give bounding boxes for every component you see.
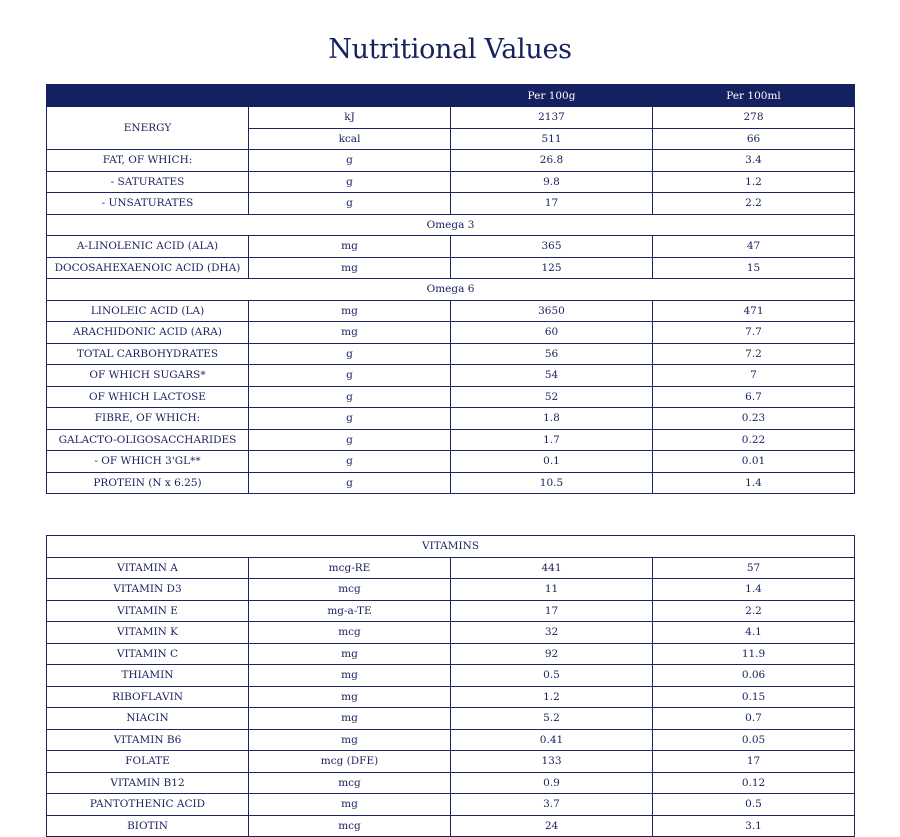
unit-cell: mcg: [249, 579, 451, 601]
value-per-100ml: 1.4: [653, 472, 855, 494]
table-row: [47, 408, 855, 430]
value-per-100g: 0.1: [451, 451, 653, 473]
table-row: [47, 322, 855, 344]
value-per-100ml: 2.2: [653, 193, 855, 215]
unit-cell: kJ: [249, 107, 451, 129]
nutrient-label: BIOTIN: [47, 815, 249, 837]
value-per-100g: 0.41: [451, 729, 653, 751]
unit-cell: mg: [249, 322, 451, 344]
nutrient-label: VITAMIN A: [47, 557, 249, 579]
value-per-100g: 26.8: [451, 150, 653, 172]
table-row: [47, 665, 855, 687]
nutrition-table: [46, 84, 855, 494]
nutrient-label: VITAMIN B6: [47, 729, 249, 751]
value-per-100g: 3.7: [451, 794, 653, 816]
nutrient-label: VITAMIN E: [47, 600, 249, 622]
header-unit: [249, 85, 451, 107]
value-per-100ml: 6.7: [653, 386, 855, 408]
nutrient-label: OF WHICH LACTOSE: [47, 386, 249, 408]
value-per-100g: 24: [451, 815, 653, 837]
omega3-heading: Omega 3: [47, 214, 855, 236]
value-per-100g: 365: [451, 236, 653, 258]
header-nutrient: [47, 85, 249, 107]
table-row: [47, 815, 855, 837]
value-per-100ml: 0.5: [653, 794, 855, 816]
unit-cell: mcg: [249, 772, 451, 794]
table-row: [47, 257, 855, 279]
value-per-100g: 17: [451, 600, 653, 622]
nutrient-label: DOCOSAHEXAENOIC ACID (DHA): [47, 257, 249, 279]
nutrient-label: FAT, OF WHICH:: [47, 150, 249, 172]
page-title: Nutritional Values: [328, 34, 572, 65]
header-per-100ml: Per 100ml: [653, 85, 855, 107]
nutrient-label: ARACHIDONIC ACID (ARA): [47, 322, 249, 344]
value-per-100ml: 0.23: [653, 408, 855, 430]
unit-cell: g: [249, 343, 451, 365]
value-per-100g: 11: [451, 579, 653, 601]
value-per-100ml: 3.4: [653, 150, 855, 172]
value-per-100ml: 0.22: [653, 429, 855, 451]
table-row: [47, 193, 855, 215]
nutrient-label: THIAMIN: [47, 665, 249, 687]
unit-cell: g: [249, 150, 451, 172]
unit-cell: g: [249, 451, 451, 473]
value-per-100ml: 0.05: [653, 729, 855, 751]
value-per-100g: 511: [451, 128, 653, 150]
unit-cell: mg: [249, 794, 451, 816]
table-row: [47, 429, 855, 451]
value-per-100g: 56: [451, 343, 653, 365]
value-per-100g: 9.8: [451, 171, 653, 193]
vitamins-table: [46, 535, 855, 837]
nutrient-label: A-LINOLENIC ACID (ALA): [47, 236, 249, 258]
value-per-100ml: 0.06: [653, 665, 855, 687]
table-row: [47, 772, 855, 794]
nutrient-label: GALACTO-OLIGOSACCHARIDES: [47, 429, 249, 451]
value-per-100ml: 1.4: [653, 579, 855, 601]
value-per-100g: 2137: [451, 107, 653, 129]
value-per-100g: 10.5: [451, 472, 653, 494]
section-row: [47, 536, 855, 558]
table-row: [47, 622, 855, 644]
value-per-100ml: 47: [653, 236, 855, 258]
value-per-100ml: 7.2: [653, 343, 855, 365]
unit-cell: mcg (DFE): [249, 751, 451, 773]
value-per-100g: 125: [451, 257, 653, 279]
header-per-100g: Per 100g: [451, 85, 653, 107]
unit-cell: g: [249, 472, 451, 494]
table-row: [47, 171, 855, 193]
value-per-100g: 92: [451, 643, 653, 665]
value-per-100ml: 17: [653, 751, 855, 773]
value-per-100ml: 1.2: [653, 171, 855, 193]
value-per-100ml: 11.9: [653, 643, 855, 665]
nutrient-label: OF WHICH SUGARS*: [47, 365, 249, 387]
value-per-100g: 54: [451, 365, 653, 387]
value-per-100ml: 0.7: [653, 708, 855, 730]
value-per-100ml: 2.2: [653, 600, 855, 622]
nutrient-label: - OF WHICH 3'GL**: [47, 451, 249, 473]
table-row: [47, 472, 855, 494]
unit-cell: mg: [249, 729, 451, 751]
value-per-100ml: 0.01: [653, 451, 855, 473]
unit-cell: mg: [249, 300, 451, 322]
nutrient-label: FOLATE: [47, 751, 249, 773]
energy-label: ENERGY: [47, 107, 249, 150]
value-per-100ml: 4.1: [653, 622, 855, 644]
table-row: [47, 557, 855, 579]
value-per-100g: 3650: [451, 300, 653, 322]
unit-cell: g: [249, 408, 451, 430]
table-row: [47, 365, 855, 387]
nutrient-label: VITAMIN D3: [47, 579, 249, 601]
table-row: [47, 386, 855, 408]
table-row: [47, 107, 855, 129]
table-row: [47, 708, 855, 730]
table-row: [47, 600, 855, 622]
value-per-100ml: 0.12: [653, 772, 855, 794]
value-per-100g: 32: [451, 622, 653, 644]
unit-cell: mcg-RE: [249, 557, 451, 579]
nutrient-label: VITAMIN B12: [47, 772, 249, 794]
value-per-100ml: 278: [653, 107, 855, 129]
nutrient-label: VITAMIN C: [47, 643, 249, 665]
section-row: [47, 279, 855, 301]
table-row: [47, 579, 855, 601]
unit-cell: mg: [249, 708, 451, 730]
unit-cell: mg-a-TE: [249, 600, 451, 622]
unit-cell: mg: [249, 257, 451, 279]
nutrient-label: PROTEIN (N x 6.25): [47, 472, 249, 494]
unit-cell: mg: [249, 236, 451, 258]
unit-cell: mcg: [249, 622, 451, 644]
value-per-100ml: 15: [653, 257, 855, 279]
value-per-100g: 1.8: [451, 408, 653, 430]
value-per-100ml: 7.7: [653, 322, 855, 344]
table-row: [47, 794, 855, 816]
value-per-100g: 0.9: [451, 772, 653, 794]
nutrient-label: RIBOFLAVIN: [47, 686, 249, 708]
nutrient-label: - UNSATURATES: [47, 193, 249, 215]
table-row: [47, 150, 855, 172]
unit-cell: mcg: [249, 815, 451, 837]
value-per-100g: 17: [451, 193, 653, 215]
table-row: [47, 451, 855, 473]
unit-cell: mg: [249, 643, 451, 665]
unit-cell: g: [249, 429, 451, 451]
unit-cell: g: [249, 365, 451, 387]
vitamins-heading: VITAMINS: [47, 536, 855, 558]
value-per-100g: 1.2: [451, 686, 653, 708]
value-per-100g: 52: [451, 386, 653, 408]
nutrient-label: NIACIN: [47, 708, 249, 730]
value-per-100ml: 57: [653, 557, 855, 579]
unit-cell: g: [249, 193, 451, 215]
table-row: [47, 236, 855, 258]
value-per-100ml: 7: [653, 365, 855, 387]
value-per-100g: 5.2: [451, 708, 653, 730]
value-per-100g: 133: [451, 751, 653, 773]
unit-cell: mg: [249, 665, 451, 687]
nutrient-label: VITAMIN K: [47, 622, 249, 644]
unit-cell: g: [249, 386, 451, 408]
table-row: [47, 751, 855, 773]
nutrient-label: LINOLEIC ACID (LA): [47, 300, 249, 322]
nutrient-label: PANTOTHENIC ACID: [47, 794, 249, 816]
table-row: [47, 343, 855, 365]
table-row: [47, 643, 855, 665]
value-per-100ml: 0.15: [653, 686, 855, 708]
table-row: [47, 729, 855, 751]
unit-cell: g: [249, 171, 451, 193]
nutrient-label: FIBRE, OF WHICH:: [47, 408, 249, 430]
value-per-100ml: 66: [653, 128, 855, 150]
value-per-100g: 441: [451, 557, 653, 579]
omega6-heading: Omega 6: [47, 279, 855, 301]
section-row: [47, 214, 855, 236]
value-per-100g: 1.7: [451, 429, 653, 451]
unit-cell: mg: [249, 686, 451, 708]
value-per-100g: 0.5: [451, 665, 653, 687]
value-per-100ml: 471: [653, 300, 855, 322]
value-per-100ml: 3.1: [653, 815, 855, 837]
nutrient-label: - SATURATES: [47, 171, 249, 193]
value-per-100g: 60: [451, 322, 653, 344]
table-header-row: [47, 85, 855, 107]
table-row: [47, 686, 855, 708]
unit-cell: kcal: [249, 128, 451, 150]
nutrient-label: TOTAL CARBOHYDRATES: [47, 343, 249, 365]
table-row: [47, 300, 855, 322]
